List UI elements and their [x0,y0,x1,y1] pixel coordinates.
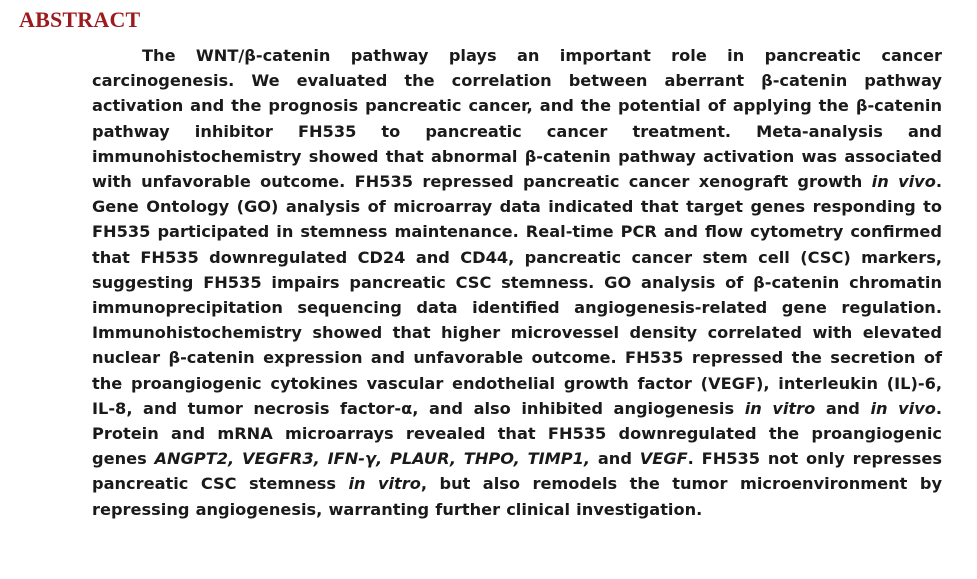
italic-text-run: in vivo [871,172,936,192]
abstract-paragraph [92,43,942,522]
section-heading: ABSTRACT [19,7,141,32]
italic-text-run: in vivo [870,398,936,418]
text-run: . Gene Ontology (GO) analysis of microarray data indicated that target genes responding to FH535 participated in stemness maintenance. Real-time PCR and flow cytometry confirmed that FH535 downregulated CD24 and CD44, pancreatic cancer stem cell (CSC) markers, suggesting FH535 impairs pancreatic CSC stemness. GO analysis of β-catenin chromatin immunoprecipitation sequencing data identified angiogenesis-related gene regulation. Immunohistochemistry showed that higher microvessel density correlated with elevated nuclear β-catenin expression and unfavorable outcome. FH535 repressed the secretion of the proangiogenic cytokines vascular endothelial growth factor (VEGF), interleukin (IL)-6, IL-8, and tumor necrosis factor-α, and also inhibited angiogenesis [92,172,943,418]
text-run: and [590,449,640,469]
text-run: . Protein and mRNA microarrays revealed that FH535 downregulated the proangiogenic genes [92,398,943,469]
italic-text-run: VEGF [639,449,688,469]
italic-text-run: ANGPT2, VEGFR3, IFN-γ, PLAUR, THPO, TIMP1, [154,449,591,469]
text-run: The WNT/β-catenin pathway plays an important role in pancreatic cancer carcinogenesis. We evaluated the correlation between aberrant β-catenin pathway activation and the prognosis pancreatic cancer, and the potential of applying the β-catenin pathway inhibitor FH535 to pancreatic cancer treatment. Meta-analysis and immunohistochemistry showed that abnormal β-catenin pathway activation was associated with unfavorable outcome. FH535 repressed pancreatic cancer xenograft growth [92,46,942,192]
italic-text-run: in vitro [744,398,816,418]
text-run: , but also remodels the tumor microenvironment by repressing angiogenesis, warranting further clinical investigation. [92,474,942,519]
text-run: . FH535 not only represses pancreatic CSC stemness [92,449,942,494]
text-run: and [815,398,871,418]
italic-text-run: in vitro [348,474,421,494]
